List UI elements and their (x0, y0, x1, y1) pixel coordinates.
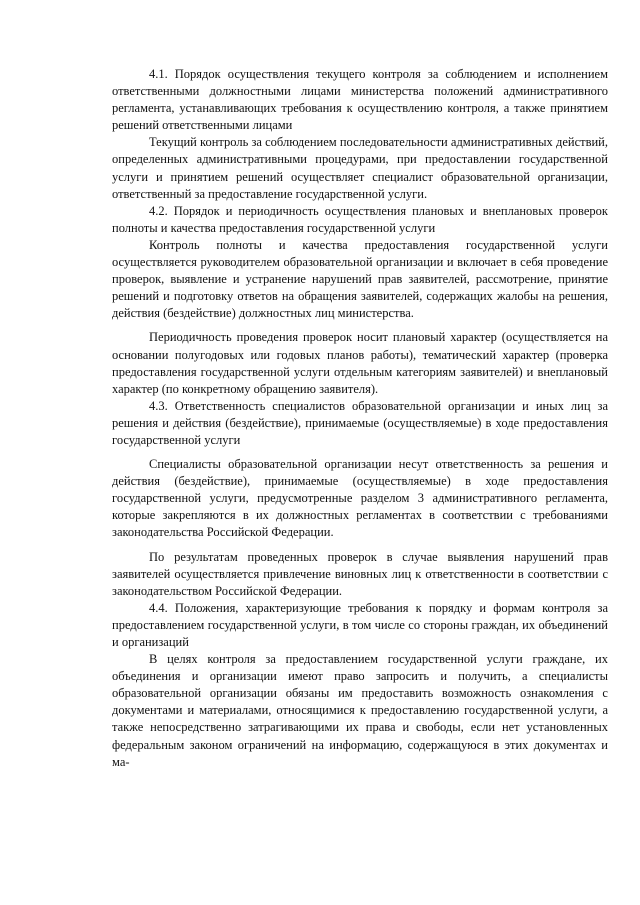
section-4-2-heading: 4.2. Порядок и периодичность осуществления плановых и внеплановых проверок полноты и качества предоставления государственной услуги (112, 203, 608, 235)
section-4-1-heading: 4.1. Порядок осуществления текущего контроля за соблюдением и исполнением ответственными должностными лицами министерства положений административного регламента, устанавливающих требования к осуществлению контроля, а также принятием решений ответственными лицами (112, 67, 608, 133)
paragraph-inspection-periodicity: Периодичность проведения проверок носит плановый характер (осуществляется на основании полугодовых или годовых планов работы), тематический характер (проверка предоставления государственной услуги отдельным категориям заявителей) и внеплановый характер (по конкретному обращению заявителя). (112, 330, 608, 396)
document-page (112, 66, 608, 771)
paragraph-quality-control: Контроль полноты и качества предоставления государственной услуги осуществляется руководителем образовательной организации и включает в себя проведение проверок, выявление и устранение нарушений прав заявителей, рассмотрение, принятие решений и подготовку ответов на обращения заявителей, содержащих жалобы на решения, действия (бездействие) должностных лиц министерства. (112, 237, 608, 321)
paragraph-specialist-responsibility: Специалисты образовательной организации несут ответственность за решения и действия (бездействие), принимаемые (осуществляемые) в ходе предоставления государственной услуги, предусмотренные разделом 3 административного регламента, которые закрепляются в их должностных регламентах в соответствии с требованиями законодательства Российской Федерации. (112, 457, 608, 540)
paragraph-inspection-results: По результатам проведенных проверок в случае выявления нарушений прав заявителей осуществляется привлечение виновных лиц к ответственности в соответствии с законодательством Российской Федерации. (112, 549, 608, 598)
section-4-4-heading: 4.4. Положения, характеризующие требования к порядку и формам контроля за предоставлением государственной услуги, в том числе со стороны граждан, их объединений и организаций (112, 600, 608, 649)
section-4-3-heading: 4.3. Ответственность специалистов образовательной организации и иных лиц за решения и действия (бездействие), принимаемые (осуществляемые) в ходе предоставления государственной услуги (112, 398, 608, 447)
paragraph-current-control: Текущий контроль за соблюдением последовательности административных действий, определенных административными процедурами, при предоставлении государственной услуги и принятием решений осуществляет специалист образовательной организации, ответственный за предоставление государственной услуги. (112, 135, 608, 201)
paragraph-citizen-control: В целях контроля за предоставлением государственной услуги граждане, их объединения и организации имеют право запросить и получить, а специалисты образовательной организации обязаны им предоставить возможность ознакомления с документами и материалами, относящимися к предоставлению государственной услуги, а также непосредственно затрагивающими их права и свободы, если нет установленных федеральным законом ограничений на информацию, содержащуюся в этих документах и ма- (112, 652, 608, 769)
